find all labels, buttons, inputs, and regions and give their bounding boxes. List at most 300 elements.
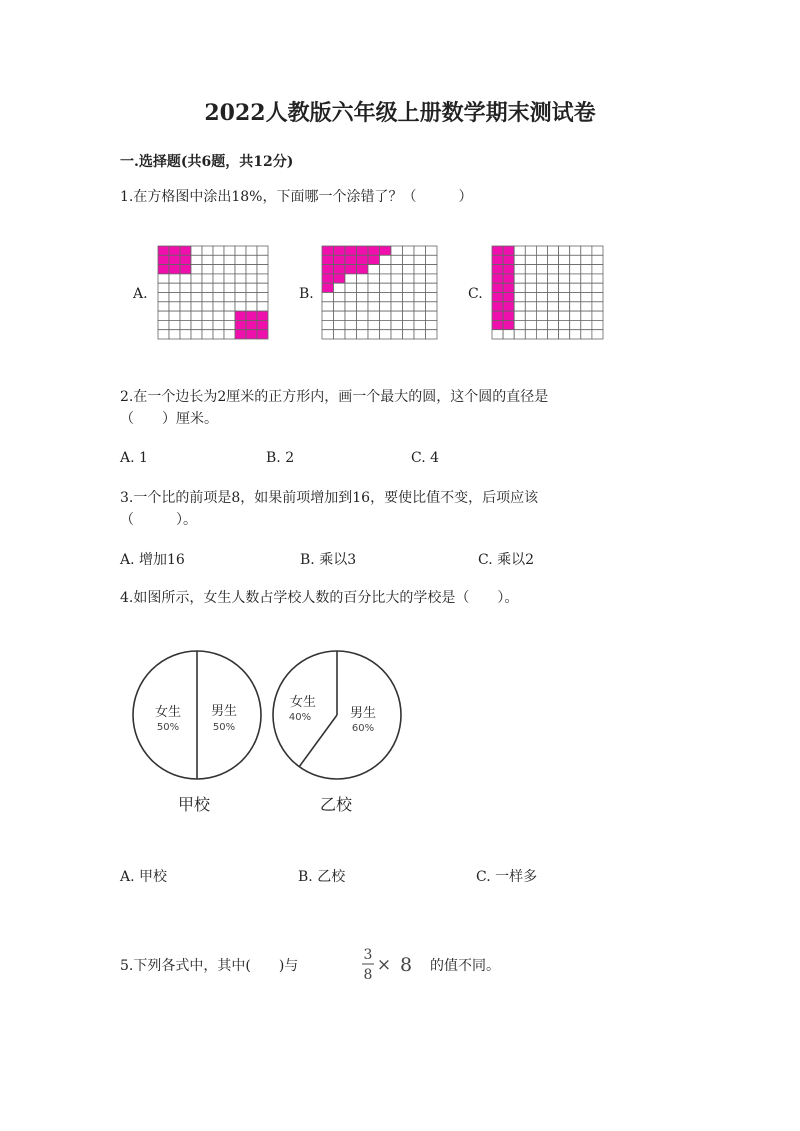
grid-cell xyxy=(224,283,235,292)
grid-cell xyxy=(403,293,415,302)
grid-cell-shaded xyxy=(158,265,169,274)
grid-cell xyxy=(403,330,415,339)
grid-cell xyxy=(414,265,426,274)
grid-cell xyxy=(169,330,180,339)
grid-cell xyxy=(213,330,224,339)
grid-cell xyxy=(257,302,268,311)
grid-cell xyxy=(158,320,169,329)
grid-cell xyxy=(414,246,426,255)
grid-cell xyxy=(391,293,403,302)
grid-cell xyxy=(514,274,525,283)
grid-cell xyxy=(246,302,257,311)
grid-cell xyxy=(213,293,224,302)
q3-option-c[interactable]: C. 乘以2 xyxy=(478,552,535,568)
pie-jia-boys-label: 男生 xyxy=(210,704,238,719)
page-title: 2022人教版六年级上册数学期末测试卷 xyxy=(204,100,596,126)
grid-cell-shaded xyxy=(492,265,503,274)
grid-cell xyxy=(180,320,191,329)
grid-cell xyxy=(180,293,191,302)
grid-cell xyxy=(536,283,547,292)
grid-cell xyxy=(514,330,525,339)
grid-cell xyxy=(391,302,403,311)
question-2-line2: （ ）厘米。 xyxy=(120,411,218,427)
grid-cell xyxy=(426,246,438,255)
grid-cell xyxy=(202,265,213,274)
grid-cell-shaded xyxy=(334,246,346,255)
grid-cell xyxy=(426,311,438,320)
grid-cell-shaded xyxy=(322,283,334,292)
grid-cell xyxy=(246,255,257,264)
grid-cell xyxy=(581,320,592,329)
grid-cell xyxy=(581,330,592,339)
grid-cell xyxy=(570,283,581,292)
grid-cell-shaded xyxy=(357,265,369,274)
grid-cell-shaded xyxy=(158,255,169,264)
grid-cell-shaded xyxy=(322,265,334,274)
grid-cell xyxy=(559,293,570,302)
grid-cell xyxy=(191,293,202,302)
grid-cell xyxy=(368,330,380,339)
grid-cell xyxy=(559,265,570,274)
grid-cell xyxy=(246,283,257,292)
grid-cell xyxy=(514,283,525,292)
q2-option-a[interactable]: A. 1 xyxy=(120,450,148,466)
grid-cell-shaded xyxy=(492,246,503,255)
grid-cell-shaded xyxy=(368,246,380,255)
grid-cell xyxy=(191,255,202,264)
grid-cell xyxy=(403,265,415,274)
question-1-text: 1.在方格图中涂出18%，下面哪一个涂错了？（ ） xyxy=(120,189,473,205)
grid-cell-shaded xyxy=(492,274,503,283)
grid-cell xyxy=(257,274,268,283)
grid-cell xyxy=(592,330,603,339)
grid-cell-shaded xyxy=(169,246,180,255)
grid-cell xyxy=(368,265,380,274)
grid-cell xyxy=(570,293,581,302)
grid-cell xyxy=(536,311,547,320)
pie-yi xyxy=(270,648,405,783)
grid-cell xyxy=(334,302,346,311)
grid-cell xyxy=(224,302,235,311)
grid-cell xyxy=(368,283,380,292)
grid-cell xyxy=(426,330,438,339)
grid-cell-shaded xyxy=(503,283,514,292)
grid-cell xyxy=(380,255,392,264)
grid-cell xyxy=(202,302,213,311)
grid-cell xyxy=(536,320,547,329)
grid-cell-shaded xyxy=(257,311,268,320)
grid-cell xyxy=(334,311,346,320)
grid-cell xyxy=(158,293,169,302)
grid-cell xyxy=(548,246,559,255)
grid-cell xyxy=(426,283,438,292)
pie-yi-boys-pct: 60% xyxy=(351,723,375,734)
grid-cell xyxy=(191,320,202,329)
grid-cell xyxy=(570,265,581,274)
grid-cell-shaded xyxy=(503,265,514,274)
grid-cell xyxy=(592,302,603,311)
q4-option-a[interactable]: A. 甲校 xyxy=(120,869,168,885)
pie-yi-girls-pct: 40% xyxy=(288,712,312,723)
grid-cell xyxy=(345,293,357,302)
grid-cell xyxy=(257,283,268,292)
grid-cell xyxy=(391,283,403,292)
grid-cell xyxy=(426,265,438,274)
grid-cell xyxy=(191,330,202,339)
grid-c[interactable] xyxy=(492,246,603,339)
grid-cell xyxy=(191,246,202,255)
grid-cell xyxy=(202,274,213,283)
grid-a[interactable] xyxy=(158,246,268,339)
grid-cell-shaded xyxy=(235,311,246,320)
grid-cell xyxy=(559,246,570,255)
grid-cell xyxy=(158,302,169,311)
grid-cell xyxy=(345,302,357,311)
grid-cell xyxy=(414,302,426,311)
question-4-text: 4.如图所示，女生人数占学校人数的百分比大的学校是（ ）。 xyxy=(120,590,519,606)
grid-cell xyxy=(391,330,403,339)
grid-cell-shaded xyxy=(169,265,180,274)
grid-cell xyxy=(492,330,503,339)
grid-cell xyxy=(592,283,603,292)
grid-cell xyxy=(548,293,559,302)
grid-cell xyxy=(224,274,235,283)
grid-cell xyxy=(525,274,536,283)
grid-cell xyxy=(570,246,581,255)
grid-cell xyxy=(235,302,246,311)
grid-cell xyxy=(213,311,224,320)
grid-cell xyxy=(570,320,581,329)
grid-cell xyxy=(559,274,570,283)
grid-cell xyxy=(391,246,403,255)
grid-cell xyxy=(322,302,334,311)
grid-cell-shaded xyxy=(180,246,191,255)
grid-cell xyxy=(548,311,559,320)
fraction-numerator: 3 xyxy=(363,947,373,963)
grid-cell xyxy=(536,330,547,339)
grid-cell xyxy=(322,293,334,302)
grid-cell-shaded xyxy=(235,330,246,339)
pie-jia xyxy=(130,648,265,783)
grid-cell xyxy=(514,320,525,329)
grid-cell xyxy=(191,302,202,311)
grid-cell xyxy=(202,293,213,302)
grid-cell xyxy=(224,255,235,264)
grid-cell xyxy=(180,283,191,292)
grid-cell xyxy=(380,283,392,292)
grid-cell xyxy=(548,265,559,274)
grid-cell-shaded xyxy=(322,246,334,255)
grid-cell xyxy=(169,311,180,320)
grid-cell xyxy=(191,265,202,274)
grid-cell xyxy=(202,283,213,292)
q4-option-b[interactable]: B. 乙校 xyxy=(298,869,346,885)
grid-cell xyxy=(169,320,180,329)
grid-cell xyxy=(202,255,213,264)
pie-yi-girls-label: 女生 xyxy=(289,695,317,710)
grid-cell xyxy=(581,265,592,274)
grid-cell xyxy=(514,293,525,302)
grid-b[interactable] xyxy=(322,246,437,339)
grid-cell xyxy=(548,330,559,339)
grid-cell xyxy=(414,274,426,283)
grid-cell xyxy=(559,283,570,292)
grid-cell xyxy=(525,302,536,311)
pie-jia-girls-label: 女生 xyxy=(154,705,182,720)
grid-cell xyxy=(426,293,438,302)
grid-cell xyxy=(536,255,547,264)
q2-option-b[interactable]: B. 2 xyxy=(266,450,295,466)
grid-cell xyxy=(581,302,592,311)
multiplier: 8 xyxy=(400,954,413,976)
grid-cell xyxy=(334,330,346,339)
grid-cell xyxy=(548,320,559,329)
grid-cell xyxy=(559,320,570,329)
grid-cell xyxy=(357,283,369,292)
grid-cell-shaded xyxy=(257,320,268,329)
grid-cell xyxy=(548,274,559,283)
grid-cell xyxy=(246,293,257,302)
grid-cell-shaded xyxy=(368,255,380,264)
grid-cell xyxy=(368,311,380,320)
grid-cell-shaded xyxy=(492,293,503,302)
grid-cell xyxy=(426,302,438,311)
pie-jia-school: 甲校 xyxy=(178,795,211,814)
option-a-label: A. xyxy=(133,286,148,302)
grid-cell xyxy=(380,274,392,283)
question-3-line1: 3.一个比的前项是8，如果前项增加到16，要使比值不变，后项应该 xyxy=(120,490,539,506)
grid-cell xyxy=(191,274,202,283)
grid-cell xyxy=(570,255,581,264)
grid-cell xyxy=(525,320,536,329)
grid-cell-shaded xyxy=(492,255,503,264)
grid-cell xyxy=(334,283,346,292)
grid-cell-shaded xyxy=(169,255,180,264)
grid-cell xyxy=(548,302,559,311)
grid-cell xyxy=(191,311,202,320)
question-2-line1: 2.在一个边长为2厘米的正方形内，画一个最大的圆，这个圆的直径是 xyxy=(120,389,549,405)
grid-cell-shaded xyxy=(492,320,503,329)
grid-cell xyxy=(357,274,369,283)
grid-cell xyxy=(525,311,536,320)
grid-cell xyxy=(570,274,581,283)
grid-cell-shaded xyxy=(503,274,514,283)
grid-cell xyxy=(403,311,415,320)
grid-cell xyxy=(169,293,180,302)
grid-cell xyxy=(368,320,380,329)
grid-cell xyxy=(414,283,426,292)
grid-cell xyxy=(570,330,581,339)
grid-cell xyxy=(158,274,169,283)
grid-cell xyxy=(257,293,268,302)
grid-cell-shaded xyxy=(257,330,268,339)
grid-cell xyxy=(570,302,581,311)
grid-cell xyxy=(592,265,603,274)
grid-cell xyxy=(235,283,246,292)
q4-option-c[interactable]: C. 一样多 xyxy=(476,869,538,885)
grid-cell xyxy=(368,274,380,283)
grid-cell xyxy=(368,293,380,302)
grid-cell-shaded xyxy=(503,255,514,264)
grid-cell-shaded xyxy=(503,246,514,255)
grid-cell xyxy=(202,320,213,329)
grid-cell xyxy=(525,265,536,274)
grid-cell xyxy=(514,255,525,264)
grid-cell xyxy=(158,311,169,320)
grid-cell xyxy=(525,293,536,302)
pie-jia-boys-pct: 50% xyxy=(212,722,236,733)
grid-cell xyxy=(391,255,403,264)
fraction-denominator: 8 xyxy=(363,967,373,983)
grid-cell xyxy=(235,255,246,264)
grid-cell-shaded xyxy=(334,255,346,264)
grid-cell-shaded xyxy=(357,255,369,264)
grid-cell xyxy=(536,293,547,302)
q3-option-b[interactable]: B. 乘以3 xyxy=(300,552,357,568)
grid-cell xyxy=(224,293,235,302)
grid-cell xyxy=(592,274,603,283)
grid-cell xyxy=(414,320,426,329)
grid-cell xyxy=(345,274,357,283)
grid-cell xyxy=(391,274,403,283)
grid-cell xyxy=(391,311,403,320)
grid-cell xyxy=(224,330,235,339)
option-b-label: B. xyxy=(299,286,314,302)
grid-cell xyxy=(426,320,438,329)
grid-cell-shaded xyxy=(503,311,514,320)
grid-cell xyxy=(158,330,169,339)
grid-cell xyxy=(246,265,257,274)
grid-cell xyxy=(169,274,180,283)
q2-option-c[interactable]: C. 4 xyxy=(411,450,440,466)
grid-cell-shaded xyxy=(334,265,346,274)
grid-cell xyxy=(536,265,547,274)
grid-cell-shaded xyxy=(345,255,357,264)
grid-cell xyxy=(536,274,547,283)
q3-option-a[interactable]: A. 增加16 xyxy=(120,552,185,568)
grid-cell-shaded xyxy=(492,283,503,292)
grid-cell xyxy=(345,320,357,329)
grid-cell xyxy=(514,265,525,274)
grid-cell xyxy=(202,330,213,339)
grid-cell xyxy=(414,311,426,320)
grid-cell xyxy=(257,246,268,255)
grid-cell xyxy=(581,246,592,255)
grid-cell xyxy=(414,255,426,264)
grid-cell xyxy=(403,246,415,255)
grid-cell xyxy=(368,302,380,311)
grid-cell-shaded xyxy=(357,246,369,255)
grid-cell xyxy=(180,274,191,283)
grid-cell xyxy=(403,255,415,264)
grid-cell xyxy=(213,246,224,255)
section-heading: 一.选择题(共6题，共12分) xyxy=(120,154,294,170)
grid-cell xyxy=(357,330,369,339)
pie-yi-school: 乙校 xyxy=(320,795,353,814)
grid-cell xyxy=(169,302,180,311)
grid-cell xyxy=(559,311,570,320)
grid-cell xyxy=(180,302,191,311)
grid-cell xyxy=(380,330,392,339)
grid-cell-shaded xyxy=(345,246,357,255)
grid-cell-shaded xyxy=(246,311,257,320)
grid-cell xyxy=(224,246,235,255)
grid-cell-shaded xyxy=(492,311,503,320)
grid-cell xyxy=(180,330,191,339)
grid-cell xyxy=(403,320,415,329)
grid-cell xyxy=(380,265,392,274)
grid-cell xyxy=(180,311,191,320)
grid-cell-shaded xyxy=(158,246,169,255)
grid-cell xyxy=(235,246,246,255)
grid-cell xyxy=(202,311,213,320)
grid-cell xyxy=(525,283,536,292)
grid-cell xyxy=(403,274,415,283)
grid-cell xyxy=(235,293,246,302)
grid-cell xyxy=(536,302,547,311)
grid-cell xyxy=(235,265,246,274)
grid-cell xyxy=(322,320,334,329)
grid-cell xyxy=(414,330,426,339)
grid-cell xyxy=(235,274,246,283)
grid-cell xyxy=(357,320,369,329)
q5-expression xyxy=(360,946,416,986)
grid-cell xyxy=(559,302,570,311)
grid-cell xyxy=(592,246,603,255)
grid-cell xyxy=(592,255,603,264)
grid-cell xyxy=(357,311,369,320)
grid-cell-shaded xyxy=(503,293,514,302)
grid-cell xyxy=(169,283,180,292)
grid-cell xyxy=(213,265,224,274)
grid-cell xyxy=(345,311,357,320)
grid-cell xyxy=(525,330,536,339)
pie-yi-boys-label: 男生 xyxy=(349,706,377,721)
grid-cell xyxy=(357,302,369,311)
grid-cell xyxy=(548,255,559,264)
grid-cell-shaded xyxy=(322,255,334,264)
grid-cell xyxy=(525,246,536,255)
grid-cell xyxy=(257,265,268,274)
grid-cell xyxy=(581,283,592,292)
grid-cell xyxy=(581,274,592,283)
grid-cell xyxy=(246,246,257,255)
grid-cell xyxy=(202,246,213,255)
grid-cell xyxy=(403,302,415,311)
grid-cell xyxy=(536,246,547,255)
grid-cell xyxy=(257,255,268,264)
grid-cell-shaded xyxy=(322,274,334,283)
grid-cell xyxy=(403,283,415,292)
grid-cell xyxy=(345,330,357,339)
grid-cell xyxy=(334,293,346,302)
grid-cell-shaded xyxy=(503,302,514,311)
question-3-line2: （ ）。 xyxy=(120,512,197,528)
grid-cell xyxy=(246,274,257,283)
grid-cell-shaded xyxy=(380,246,392,255)
times-sign: × xyxy=(376,955,392,975)
grid-cell xyxy=(514,302,525,311)
grid-cell xyxy=(581,311,592,320)
grid-cell xyxy=(158,283,169,292)
grid-cell xyxy=(391,265,403,274)
question-5-prefix: 5.下列各式中，其中( )与 xyxy=(120,958,299,974)
grid-cell xyxy=(581,255,592,264)
grid-cell xyxy=(391,320,403,329)
grid-cell xyxy=(191,283,202,292)
grid-cell xyxy=(514,311,525,320)
pie-jia-girls-pct: 50% xyxy=(156,722,180,733)
